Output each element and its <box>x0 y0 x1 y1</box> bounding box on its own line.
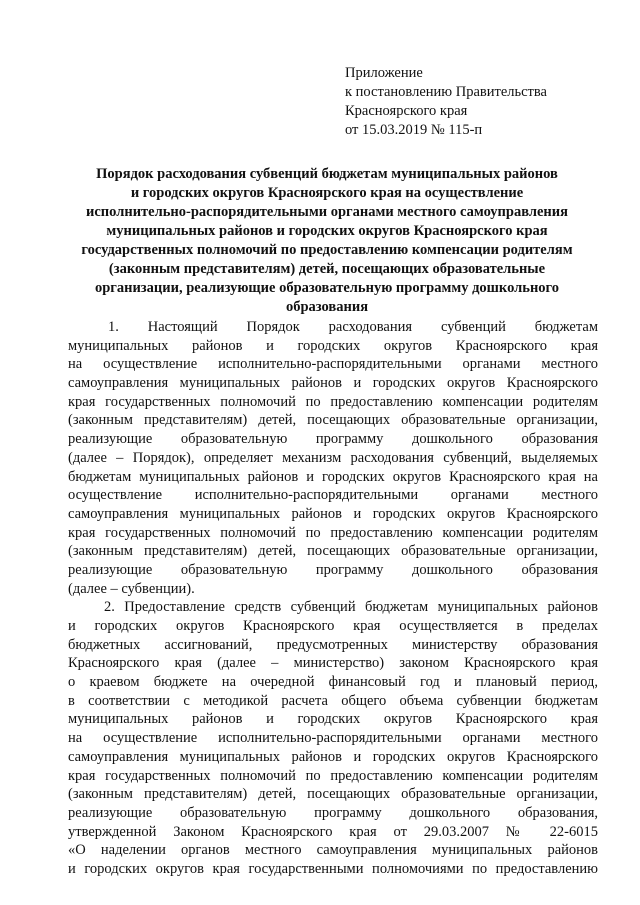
paragraph-1-line: края государственных полномочий по предоставлению компенсации родителям <box>68 524 598 541</box>
paragraph-2-line: реализующие образовательную программу дошкольного образования, <box>68 804 598 821</box>
paragraph-2-line: и городских округов Красноярского края осуществляется в пределах <box>68 618 598 634</box>
paragraph-2-line: края государственных полномочий по предоставлению компенсации родителям <box>68 767 598 784</box>
title-line: (законным представителям) детей, посещающих образовательные <box>108 261 546 277</box>
paragraph-2-line: Красноярского края (далее – министерство) законом Красноярского края <box>68 655 598 672</box>
paragraph-2-line: муниципальных районов и городских округов Красноярского края <box>68 711 598 728</box>
title-line: муниципальных районов и городских округов Красноярского края <box>106 223 548 239</box>
paragraph-2-line: о краевом бюджете на очередной финансовый год и плановый период, <box>68 674 598 691</box>
paragraph-1-line: муниципальных районов и городских округов Красноярского края <box>68 337 598 354</box>
paragraph-2-line: утвержденной Законом Красноярского края от 29.03.2007 № 22-6015 <box>68 823 598 840</box>
title-line: и городских округов Красноярского края на осуществление <box>130 185 524 201</box>
paragraph-1-line: реализующие образовательную программу дошкольного образования <box>68 561 598 578</box>
appendix-block <box>345 64 615 140</box>
document-title <box>62 165 592 317</box>
appendix-resolution: к постановлению Правительства <box>345 84 547 100</box>
paragraph-2-line: самоуправления муниципальных районов и городских округов Красноярского <box>68 748 598 765</box>
appendix-label: Приложение <box>345 65 423 81</box>
paragraph-1-line: (законным представителям) детей, посещающих образовательные организации, <box>68 543 598 560</box>
paragraph-2-line: (законным представителям) детей, посещающих образовательные организации, <box>68 786 598 803</box>
appendix-region: Красноярского края <box>345 103 468 119</box>
paragraph-2-line: бюджетных ассигнований, предусмотренных министерству образования <box>68 636 598 653</box>
paragraph-1-line: (законным представителям) детей, посещающих образовательные организации, <box>68 412 598 429</box>
paragraph-1-line: самоуправления муниципальных районов и городских округов Красноярского <box>68 375 598 392</box>
title-line: образования <box>285 299 369 315</box>
paragraph-1-line: края государственных полномочий по предоставлению компенсации родителям <box>68 393 598 410</box>
paragraph-2-line: и городских округов края государственными полномочиями по предоставлению <box>68 860 598 877</box>
paragraph-1-line: осуществление исполнительно-распорядительными органами местного <box>68 487 598 504</box>
paragraph-2-line: в соответствии с методикой расчета общего объема субвенции бюджетам <box>68 692 598 709</box>
paragraph-1-line: 1. Настоящий Порядок расходования субвенций бюджетам <box>108 319 598 335</box>
paragraph-1-line: (далее – Порядок), определяет механизм расходования субвенций, выделяемых <box>68 449 598 466</box>
paragraph-1-line: реализующие образовательную программу дошкольного образования <box>68 431 598 448</box>
paragraph-2-line: на осуществление исполнительно-распорядительными органами местного <box>68 730 598 747</box>
title-line: государственных полномочий по предоставлению компенсации родителям <box>81 242 573 258</box>
paragraph-1-line: бюджетам муниципальных районов и городских округов Красноярского края на <box>68 468 598 485</box>
paragraph-1-line: самоуправления муниципальных районов и городских округов Красноярского <box>68 505 598 522</box>
document-body <box>68 318 598 879</box>
paragraph-2-line: 2. Предоставление средств субвенций бюджетам муниципальных районов <box>104 599 598 616</box>
paragraph-1-line: (далее – субвенции). <box>68 580 195 597</box>
title-line: исполнительно-распорядительными органами местного самоуправления <box>86 204 568 220</box>
title-line: организации, реализующие образовательную программу дошкольного <box>94 280 560 296</box>
paragraph-1-line: на осуществление исполнительно-распорядительными органами местного <box>68 356 598 373</box>
title-line: Порядок расходования субвенций бюджетам муниципальных районов <box>96 166 558 182</box>
paragraph-2-line: «О наделении органов местного самоуправления муниципальных районов <box>68 842 598 859</box>
appendix-date-number: от 15.03.2019 № 115-п <box>345 122 483 138</box>
